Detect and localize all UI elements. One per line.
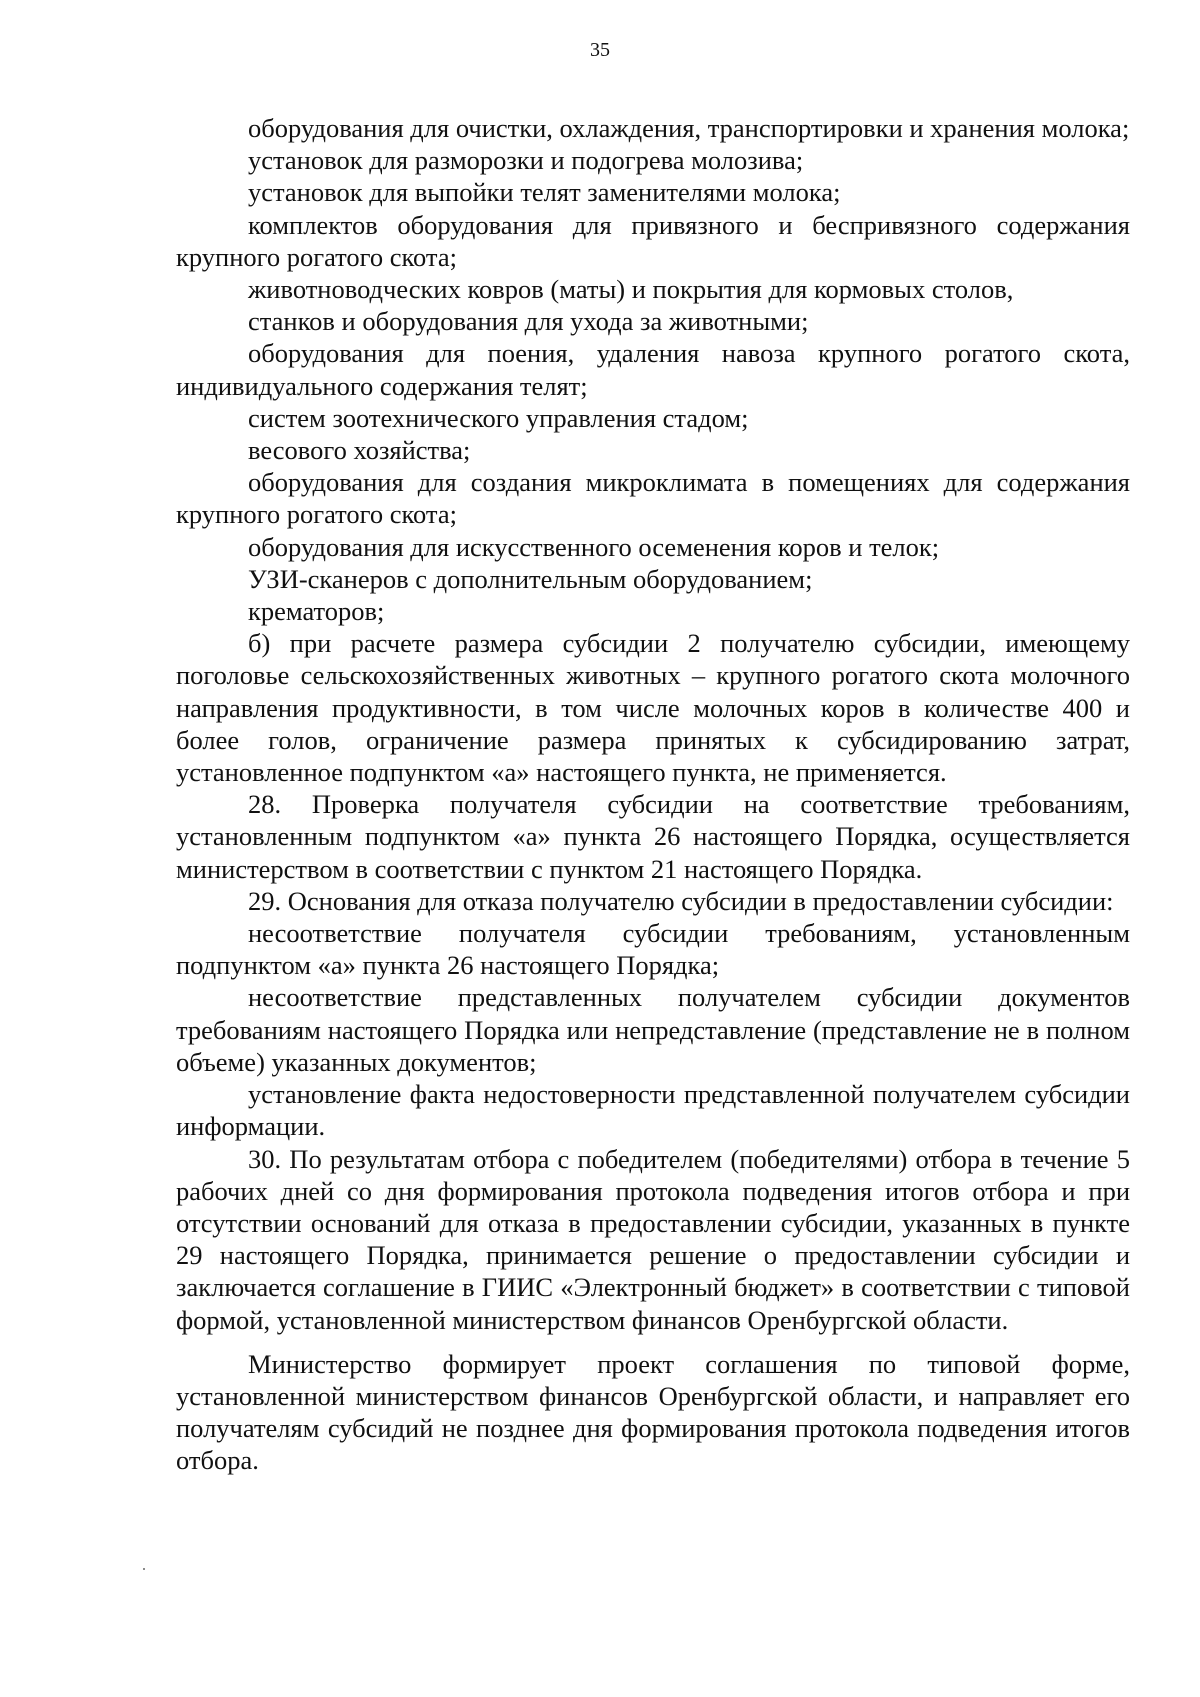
- paragraph: оборудования для очистки, охлаждения, транспортировки и хранения молока;: [248, 113, 1130, 143]
- paragraph: оборудования для искусственного осеменения коров и телок;: [248, 531, 940, 562]
- paragraph: весового хозяйства;: [248, 435, 471, 466]
- paragraph: оборудования для поения, удаления навоза крупного рогатого скота, индивидуального содержания телят;: [176, 338, 1130, 401]
- paragraph: 28. Проверка получателя субсидии на соответствие требованиям, установленным подпунктом «а» пункта 26 настоящего Порядка, осуществляется министерством в соответствии с пунктом 21 настоящего Порядка.: [176, 789, 1130, 884]
- paragraph: 30. По результатам отбора с победителем (победителями) отбора в течение 5 рабочих дней со дня формирования протокола подведения итогов отбора и при отсутствии оснований для отказа в предоставлении субсидии, указанных в пункте 29 настоящего Порядка, принимается решение о предоставлении субсидии и заключается соглашение в ГИИС «Электронный бюджет» в соответствии с типовой формой, установленной министерством финансов Оренбургской области.: [176, 1143, 1130, 1335]
- paragraph: станков и оборудования для ухода за животными;: [248, 306, 809, 337]
- paragraph: 29. Основания для отказа получателю субсидии в предоставлении субсидии:: [248, 885, 1114, 916]
- paragraph: установление факта недостоверности представленной получателем субсидии информации.: [176, 1079, 1130, 1142]
- paragraph: б) при расчете размера субсидии 2 получателю субсидии, имеющему поголовье сельскохозяйственных животных – крупного рогатого скота молочного направления продуктивности, в том числе молочных коров в количестве 400 и более голов, ограничение размера принятых к субсидированию затрат, установленное подпунктом «а» настоящего пункта, не применяется.: [176, 628, 1130, 788]
- paragraph: установок для выпойки телят заменителями молока;: [248, 177, 841, 208]
- paragraph: оборудования для создания микроклимата в помещениях для содержания крупного рогатого скота;: [176, 467, 1130, 530]
- paragraph: систем зоотехнического управления стадом;: [248, 402, 749, 433]
- paragraph: несоответствие представленных получателем субсидии документов требованиям настоящего Порядка или непредставление (представление не в полном объеме) указанных документов;: [176, 982, 1130, 1077]
- paragraph: установок для разморозки и подогрева молозива;: [248, 145, 804, 176]
- paragraph: комплектов оборудования для привязного и беспривязного содержания крупного рогатого скота;: [176, 209, 1130, 272]
- page-number: 35: [590, 39, 610, 61]
- paragraph: животноводческих ковров (маты) и покрытия для кормовых столов,: [248, 274, 1014, 305]
- paragraph: несоответствие получателя субсидии требованиям, установленным подпунктом «а» пункта 26 настоящего Порядка;: [176, 918, 1130, 981]
- scan-dot-mark: [143, 1568, 145, 1570]
- document-body: [176, 112, 1130, 1477]
- paragraph: Министерство формирует проект соглашения по типовой форме, установленной министерством финансов Оренбургской области, и направляет его получателям субсидий не позднее дня формирования протокола подведения итогов отбора.: [176, 1348, 1130, 1476]
- paragraph: крематоров;: [248, 596, 385, 627]
- paragraph: УЗИ-сканеров с дополнительным оборудованием;: [248, 563, 813, 594]
